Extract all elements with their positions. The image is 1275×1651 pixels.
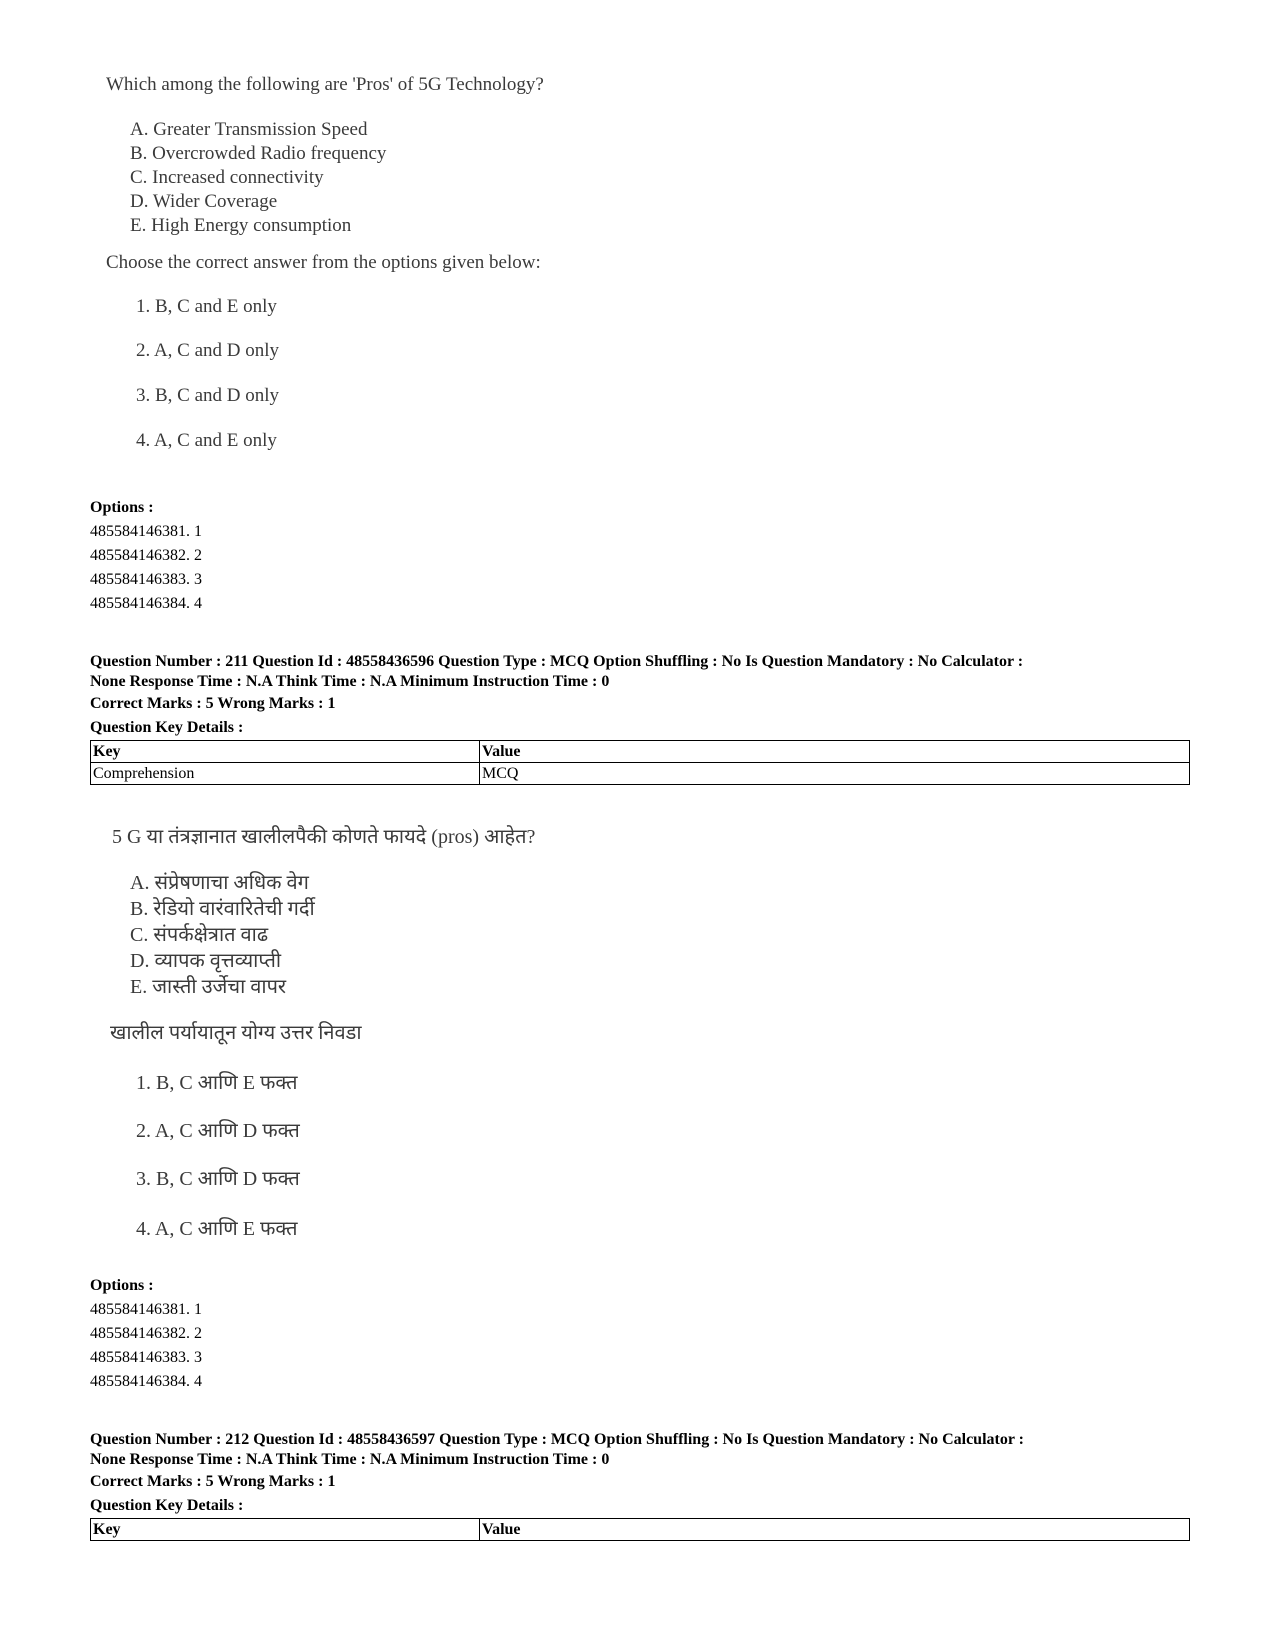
- answer-instruction: Choose the correct answer from the options given below:: [106, 252, 541, 273]
- answer-choice-1: 1. B, C आणि E फक्त: [136, 1072, 298, 1094]
- key-details-label: Question Key Details :: [90, 1497, 244, 1514]
- key-value-table: [90, 740, 1190, 785]
- table-cell-value: MCQ: [480, 763, 1190, 785]
- answer-choice-3: 3. B, C आणि D फक्त: [136, 1168, 300, 1190]
- statement-e: E. High Energy consumption: [130, 215, 352, 236]
- question-meta-line2: None Response Time : N.A Think Time : N.A Minimum Instruction Time : 0: [90, 1451, 610, 1468]
- marks-line: Correct Marks : 5 Wrong Marks : 1: [90, 695, 336, 712]
- option-1: 485584146381. 1: [90, 1301, 202, 1318]
- statement-c: C. Increased connectivity: [130, 167, 324, 188]
- option-3: 485584146383. 3: [90, 1349, 202, 1366]
- statement-b: B. Overcrowded Radio frequency: [130, 143, 387, 164]
- option-1: 485584146381. 1: [90, 523, 202, 540]
- statement-a: A. संप्रेषणाचा अधिक वेग: [130, 872, 309, 894]
- option-4: 485584146384. 4: [90, 1373, 202, 1390]
- table-header-value: Value: [480, 741, 1190, 763]
- option-2: 485584146382. 2: [90, 1325, 202, 1342]
- marks-line: Correct Marks : 5 Wrong Marks : 1: [90, 1473, 336, 1490]
- answer-choice-2: 2. A, C आणि D फक्त: [136, 1120, 300, 1142]
- question-212-header: [90, 1430, 1190, 1541]
- table-header-value: Value: [480, 1519, 1190, 1541]
- statement-c: C. संपर्कक्षेत्रात वाढ: [130, 924, 269, 946]
- answer-instruction: खालील पर्यायातून योग्य उत्तर निवडा: [110, 1022, 362, 1044]
- statement-a: A. Greater Transmission Speed: [130, 119, 368, 140]
- statement-b: B. रेडियो वारंवारितेची गर्दी: [130, 898, 315, 920]
- table-header-key: Key: [91, 1519, 480, 1541]
- options-block: [90, 1274, 1190, 1394]
- question-stem: Which among the following are 'Pros' of 5G Technology?: [106, 74, 544, 95]
- table-row: [91, 763, 1190, 785]
- key-details-label: Question Key Details :: [90, 719, 244, 736]
- option-2: 485584146382. 2: [90, 547, 202, 564]
- options-label: Options :: [90, 499, 154, 516]
- statement-d: D. व्यापक वृत्तव्याप्ती: [130, 950, 282, 972]
- question-meta-line1: Question Number : 211 Question Id : 48558436596 Question Type : MCQ Option Shuffling : No Is Question Mandatory : No Calculator :: [90, 653, 1024, 670]
- option-4: 485584146384. 4: [90, 595, 202, 612]
- table-header-row: [91, 1519, 1190, 1541]
- table-header-row: [91, 741, 1190, 763]
- answer-choice-3: 3. B, C and D only: [136, 385, 280, 406]
- question-meta-line1: Question Number : 212 Question Id : 48558436597 Question Type : MCQ Option Shuffling : No Is Question Mandatory : No Calculator :: [90, 1431, 1024, 1448]
- option-3: 485584146383. 3: [90, 571, 202, 588]
- table-cell-key: Comprehension: [91, 763, 480, 785]
- answer-choice-2: 2. A, C and D only: [136, 340, 280, 361]
- options-block: [90, 496, 1190, 616]
- answer-choice-4: 4. A, C आणि E फक्त: [136, 1218, 298, 1240]
- options-label: Options :: [90, 1277, 154, 1294]
- question-meta-line2: None Response Time : N.A Think Time : N.A Minimum Instruction Time : 0: [90, 673, 610, 690]
- statement-e: E. जास्ती उर्जेचा वापर: [130, 976, 287, 998]
- key-value-table: [90, 1518, 1190, 1541]
- table-header-key: Key: [91, 741, 480, 763]
- question-stem: 5 G या तंत्रज्ञानात खालीलपैकी कोणते फायदे (pros) आहेत?: [112, 826, 536, 848]
- question-211-header: [90, 652, 1190, 785]
- answer-choice-4: 4. A, C and E only: [136, 430, 277, 451]
- answer-choice-1: 1. B, C and E only: [136, 296, 277, 317]
- statement-d: D. Wider Coverage: [130, 191, 278, 212]
